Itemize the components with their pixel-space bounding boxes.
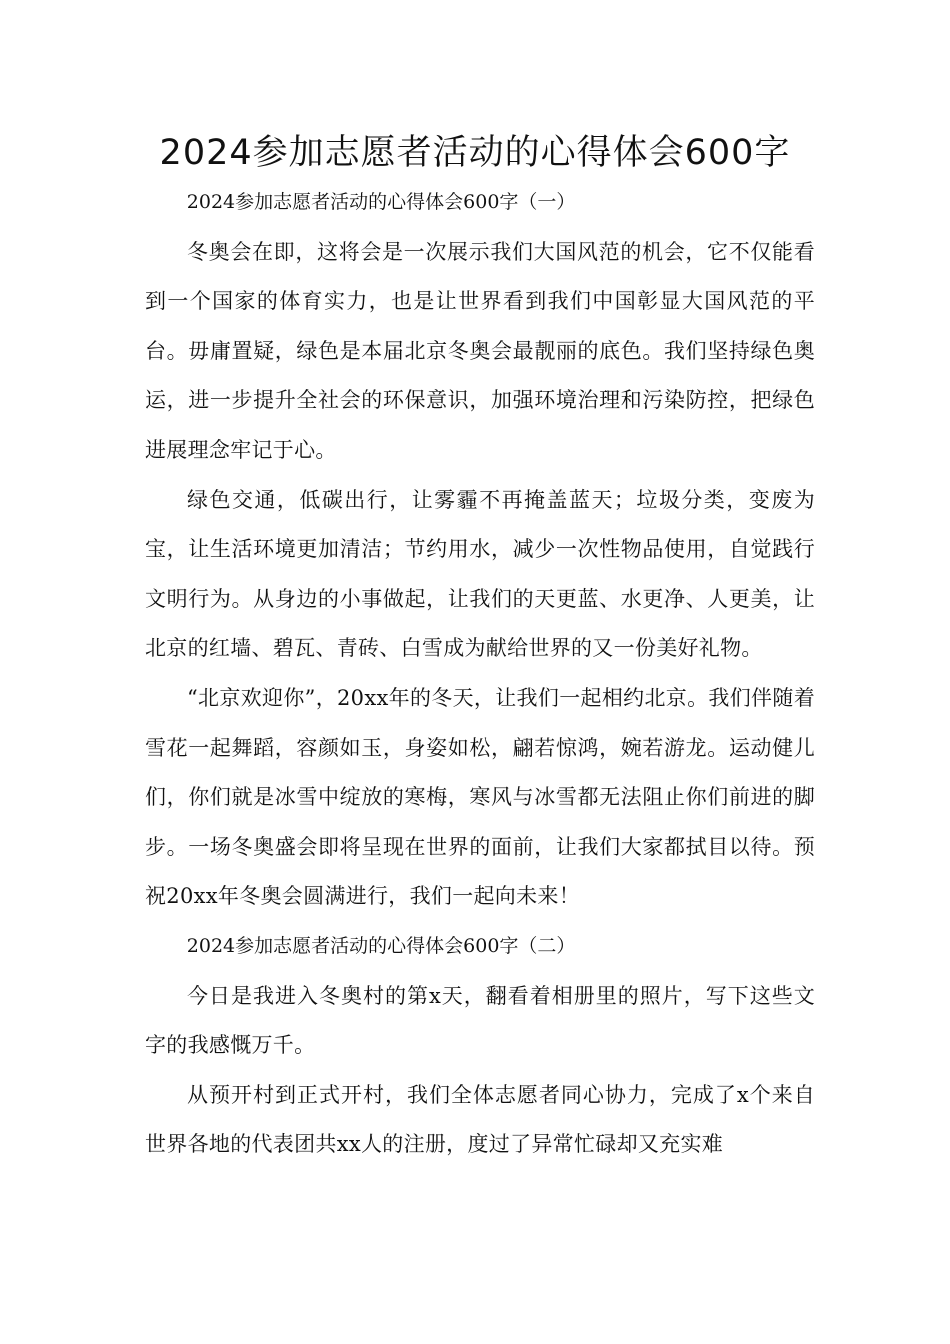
paragraph: “北京欢迎你”，20xx年的冬天，让我们一起相约北京。我们伴随着雪花一起舞蹈，容颜如玉，身姿如松，翩若惊鸿，婉若游龙。运动健儿们，你们就是冰雪中绽放的寒梅，寒风与冰雪都无法阻止你们前进的脚步。一场冬奥盛会即将呈现在世界的面前，让我们大家都拭目以待。预祝20xx年冬奥会圆满进行，我们一起向未来！: [145, 685, 815, 909]
paragraph: 绿色交通，低碳出行，让雾霾不再掩盖蓝天；垃圾分类，变废为宝，让生活环境更加清洁；节约用水，减少一次性物品使用，自觉践行文明行为。从身边的小事做起，让我们的天更蓝、水更净、人更美，让北京的红墙、碧瓦、青砖、白雪成为献给世界的又一份美好礼物。: [145, 487, 815, 661]
section-heading: 2024参加志愿者活动的心得体会600字（一）: [186, 191, 576, 213]
document-body: [145, 178, 815, 1170]
section-heading: 2024参加志愿者活动的心得体会600字（二）: [186, 934, 576, 957]
paragraph: 从预开村到正式开村，我们全体志愿者同心协力，完成了x个来自世界各地的代表团共xx人的注册，度过了异常忙碌却又充实难: [145, 1082, 815, 1157]
document-title: 2024参加志愿者活动的心得体会600字: [159, 133, 791, 173]
paragraph: 今日是我进入冬奥村的第x天，翻看着相册里的照片，写下这些文字的我感慨万千。: [145, 983, 815, 1058]
paragraph: 冬奥会在即，这将会是一次展示我们大国风范的机会，它不仅能看到一个国家的体育实力，也是让世界看到我们中国彰显大国风范的平台。毋庸置疑，绿色是本届北京冬奥会最靓丽的底色。我们坚持绿色奥运，进一步提升全社会的环保意识，加强环境治理和污染防控，把绿色进展理念牢记于心。: [145, 239, 815, 462]
